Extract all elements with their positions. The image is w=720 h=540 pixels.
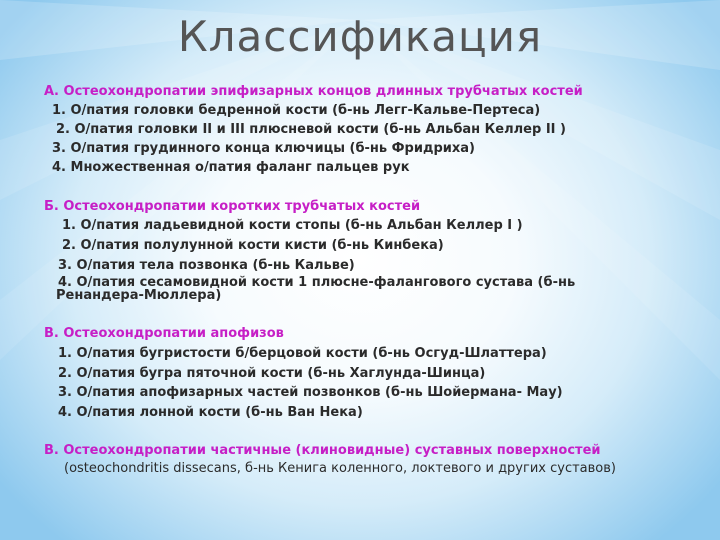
list-item: 4. Множественная о/патия фаланг пальцев рук <box>52 160 410 175</box>
section-b-heading: Б. Остеохондропатии коротких трубчатых костей <box>44 199 421 214</box>
section-v-heading: В. Остеохондропатии апофизов <box>44 326 284 341</box>
page-title: Классификация <box>177 12 543 61</box>
list-item: 3. О/патия апофизарных частей позвонков (б-нь Шойермана- Мау) <box>58 385 563 400</box>
list-item: 4. О/патия лонной кости (б-нь Ван Нека) <box>58 405 363 420</box>
section-v2-heading: В. Остеохондропатии частичные (клиновидные) суставных поверхностей <box>44 443 601 458</box>
list-item: 3. О/патия тела позвонка (б-нь Кальве) <box>58 258 355 273</box>
list-item: 2. О/патия бугра пяточной кости (б-нь Хаглунда-Шинца) <box>58 366 486 381</box>
list-item: (osteochondritis dissecans, б-нь Кенига коленного, локтевого и других суставов) <box>64 461 616 476</box>
list-item: 3. О/патия грудинного конца ключицы (б-нь Фридриха) <box>52 141 475 156</box>
section-a-heading: А. Остеохондропатии эпифизарных концов длинных трубчатых костей <box>44 84 583 99</box>
list-item: 1. О/патия ладьевидной кости стопы (б-нь Альбан Келлер I ) <box>62 218 523 233</box>
list-item: 2. О/патия полулунной кости кисти (б-нь Кинбека) <box>62 238 444 253</box>
list-item: 4. О/патия сесамовидной кости 1 плюсне-фаланговогo сустава (б-нь Ренандера-Мюллера) <box>56 275 576 303</box>
list-item: 1. О/патия бугристости б/берцовой кости (б-нь Осгуд-Шлаттера) <box>58 346 547 361</box>
list-item: 2. О/патия головки II и III плюсневой кости (б-нь Альбан Келлер II ) <box>56 122 566 137</box>
list-item: 1. О/патия головки бедренной кости (б-нь Легг-Кальве-Пертеса) <box>52 103 541 118</box>
